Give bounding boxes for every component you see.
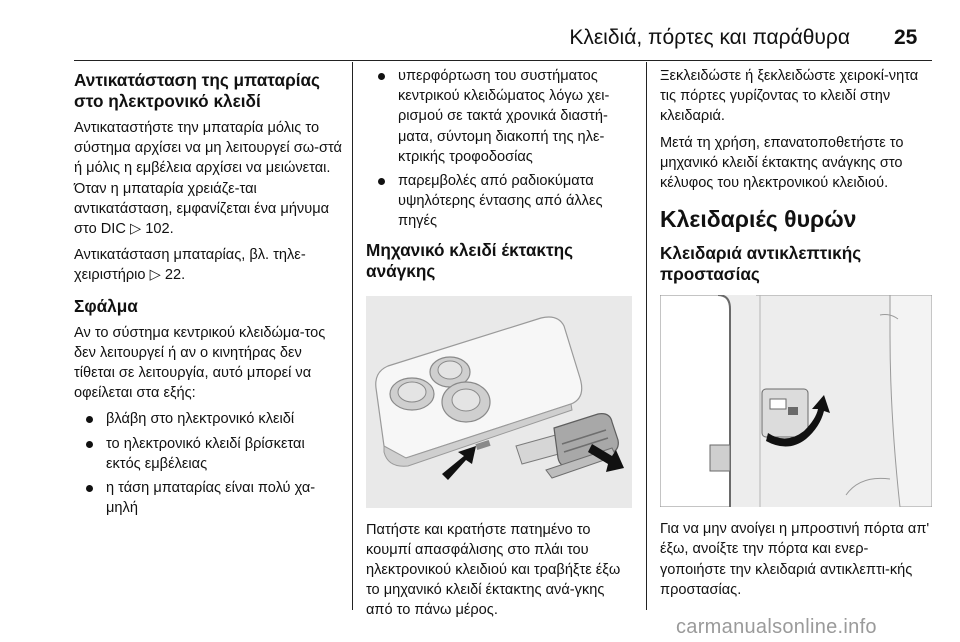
list-item: το ηλεκτρονικό κλειδί βρίσκεται εκτός εμβέλειας: [74, 434, 342, 474]
emergency-key-heading: Μηχανικό κλειδί έκτακτης ανάγκης: [366, 239, 574, 281]
emergency-key-text: Πατήστε και κρατήστε πατημένο το κουμπί απασφάλισης στο πλάι του ηλεκτρονικού κλειδιού και τραβήξτε έξω το μηχανικό κλειδί έκτακτης ανά-γκης από το πάνω μέρος.: [366, 521, 621, 619]
fault-list-continued: [366, 66, 634, 232]
door-locks-heading: Κλειδαριές θυρών: [660, 206, 857, 233]
battery-replacement-text: Αντικαταστήστε την μπαταρία μόλις το σύστημα αρχίσει να μη λειτουργεί σω-στά ή μόλις η εμβέλεια αρχίσει να μειώνεται. Όταν η μπαταρία χρειάζε-ται αντικατάσταση, εμφανίζεται ένα μήνυμα στο DIC ▷ 102.: [74, 120, 342, 238]
column-divider-1: [352, 62, 353, 610]
fault-heading: Σφάλμα: [74, 295, 138, 316]
running-header-title: Κλειδιά, πόρτες και παράθυρα: [569, 26, 850, 49]
list-item: βλάβη στο ηλεκτρονικό κλειδί: [74, 409, 342, 429]
fault-list: [74, 409, 342, 518]
anti-theft-lock-text: Για να μην ανοίγει η μπροστινή πόρτα απ' έξω, ανοίξτε την πόρτα και ενερ-γοποιήστε την κλειδαριά αντικλεπτι-κής προστασίας.: [660, 521, 930, 598]
header-rule: [74, 60, 932, 61]
list-item: παρεμβολές από ραδιοκύματα υψηλότερης έντασης από άλλες πηγές: [366, 171, 634, 232]
battery-replacement-heading: Αντικατάσταση της μπαταρίας στο ηλεκτρονικό κλειδί: [74, 70, 320, 111]
watermark: carmanualsonline.info: [676, 616, 877, 638]
list-item: η τάση μπαταρίας είναι πολύ χα-μηλή: [74, 478, 342, 518]
emergency-key-figure: [366, 296, 632, 508]
column-2: [366, 66, 634, 627]
page-number: 25: [894, 26, 918, 49]
arrow-reference-icon: ▷: [149, 267, 161, 284]
page-reference-link[interactable]: 102.: [145, 221, 174, 238]
page-reference-link[interactable]: 22.: [164, 267, 186, 284]
column-1: [74, 66, 342, 522]
reinsert-key-text: Μετά τη χρήση, επανατοποθετήστε το μηχανικό κλειδί έκτακτης ανάγκης στο κέλυφος του ηλεκτρονικού κλειδιού.: [660, 134, 904, 192]
child-lock-heading: Κλειδαριά αντικλεπτικής προστασίας: [660, 243, 862, 285]
remote-control-reference-text: Αντικατάσταση μπαταρίας, βλ. τηλε-χειριστήριο ▷ 22.: [74, 247, 306, 284]
fault-text: Αν το σύστημα κεντρικού κλειδώμα-τος δεν λειτουργεί ή αν ο κινητήρας δεν τίθεται σε λειτουργία, αυτό μπορεί να οφείλεται στα εξής:: [74, 324, 326, 402]
anti-theft-lock-figure: [660, 295, 932, 507]
arrow-reference-icon: ▷: [129, 221, 142, 238]
column-divider-2: [646, 62, 647, 610]
unlock-text: Ξεκλειδώστε ή ξεκλειδώστε χειροκί-νητα τις πόρτες γυρίζοντας το κλειδί στην κλειδαριά.: [660, 68, 919, 125]
list-item: υπερφόρτωση του συστήματος κεντρικού κλειδώματος λόγω χει-ρισμού σε τακτά χρονικά διαστή-ματα, σύντομη διακοπή της ηλε-κτρικής τροφοδοσίας: [366, 66, 634, 167]
column-3: [660, 66, 932, 606]
